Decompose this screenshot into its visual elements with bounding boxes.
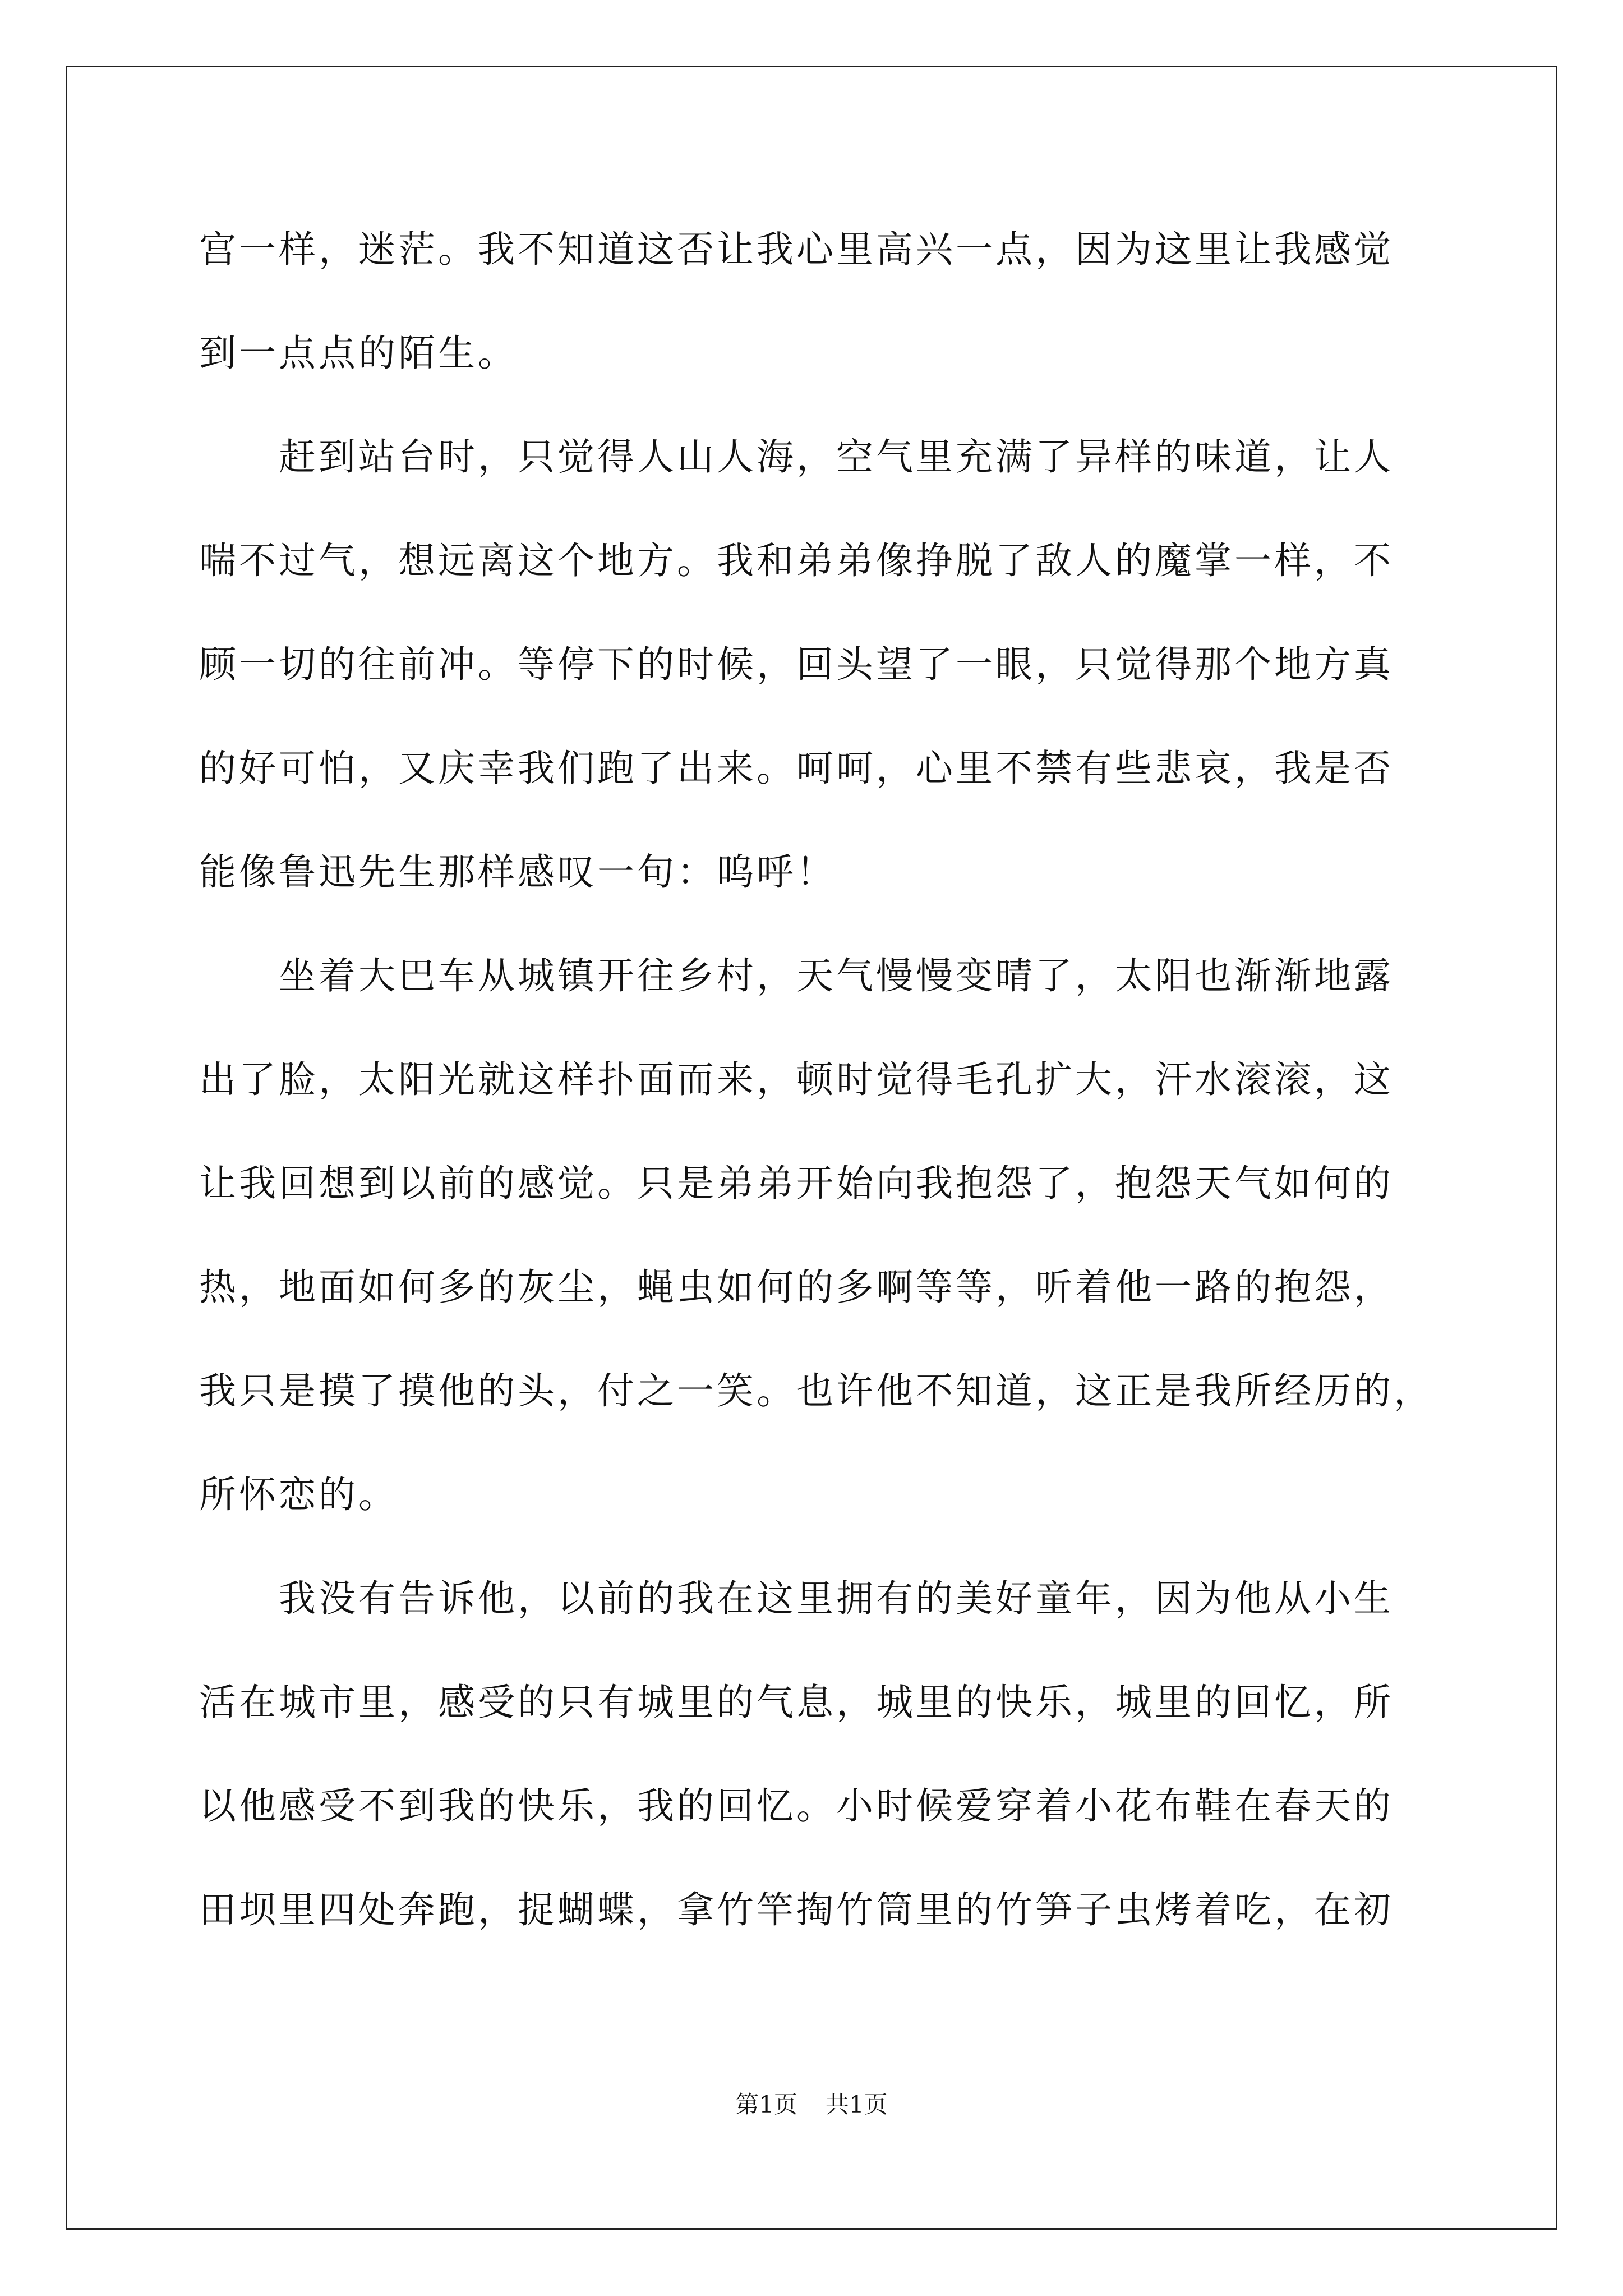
text-line: 活在城市里，感受的只有城里的气息，城里的快乐，城里的回忆，所 (199, 1681, 1394, 1724)
text-line: 坐着大巴车从城镇开往乡村，天气慢慢变晴了，太阳也渐渐地露 (199, 954, 1394, 997)
text-line: 热，地面如何多的灰尘，蝇虫如何的多啊等等，听着他一路的抱怨， (199, 1266, 1394, 1309)
text-line: 让我回想到以前的感觉。只是弟弟开始向我抱怨了，抱怨天气如何的 (199, 1162, 1394, 1205)
text-line: 以他感受不到我的快乐，我的回忆。小时候爱穿着小花布鞋在春天的 (199, 1784, 1394, 1828)
text-line: 出了脸，太阳光就这样扑面而来，顿时觉得毛孔扩大，汗水滚滚，这 (199, 1058, 1394, 1101)
text-line: 赶到站台时，只觉得人山人海，空气里充满了异样的味道，让人 (199, 435, 1394, 478)
text-line: 到一点点的陌生。 (199, 332, 518, 375)
text-line: 田坝里四处奔跑，捉蝴蝶，拿竹竿掏竹筒里的竹笋子虫烤着吃，在初 (199, 1888, 1394, 1931)
page-number-current: 第1页 (735, 2091, 797, 2118)
text-line: 喘不过气，想远离这个地方。我和弟弟像挣脱了敌人的魔掌一样，不 (199, 539, 1394, 582)
page-footer (0, 2088, 1623, 2122)
text-line: 顾一切的往前冲。等停下的时候，回头望了一眼，只觉得那个地方真 (199, 643, 1394, 686)
text-line: 的好可怕，又庆幸我们跑了出来。呵呵，心里不禁有些悲哀，我是否 (199, 747, 1394, 790)
text-line: 宫一样，迷茫。我不知道这否让我心里高兴一点，因为这里让我感觉 (199, 228, 1394, 271)
text-line: 我没有告诉他，以前的我在这里拥有的美好童年，因为他从小生 (199, 1577, 1394, 1620)
document-body (199, 216, 1433, 1980)
text-line: 所怀恋的。 (199, 1473, 398, 1516)
text-line: 能像鲁迅先生那样感叹一句：呜呼！ (199, 850, 836, 894)
text-line: 我只是摸了摸他的头，付之一笑。也许他不知道，这正是我所经历的， (199, 1369, 1433, 1412)
page-number-total: 共1页 (826, 2091, 888, 2118)
